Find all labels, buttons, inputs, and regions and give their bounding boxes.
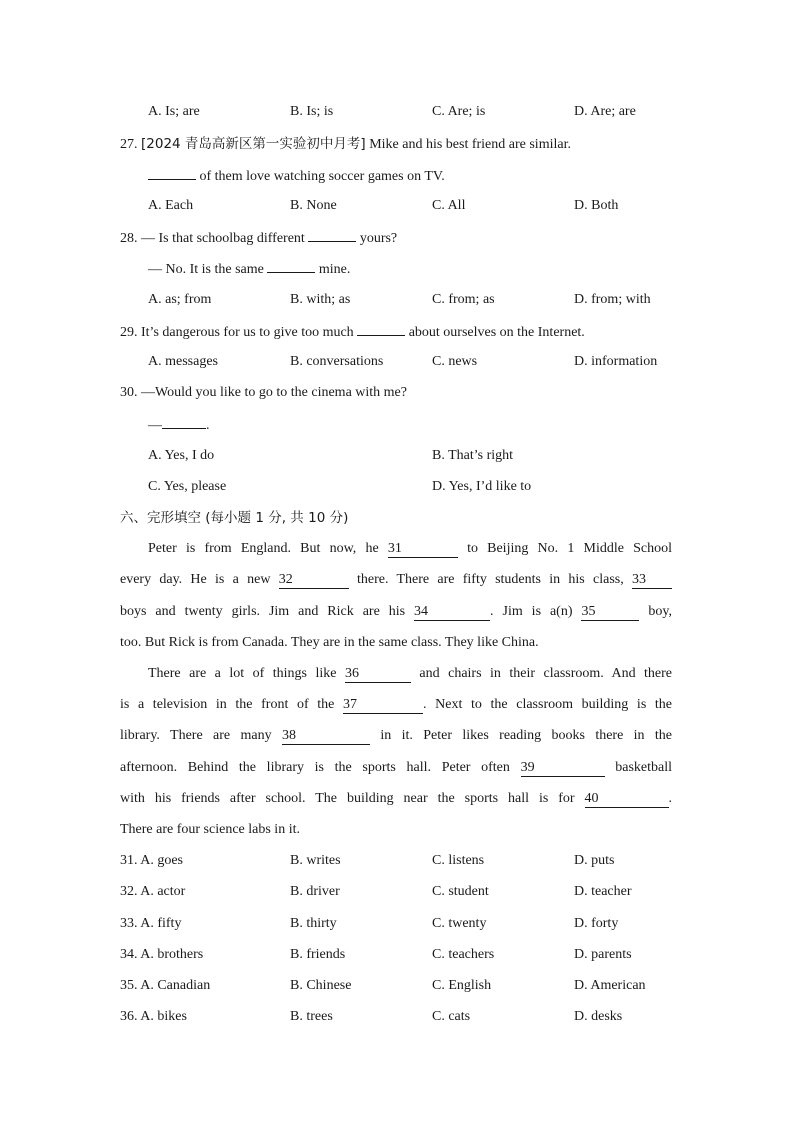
cloze-blank-36[interactable]: 36: [345, 665, 411, 683]
q30-options-row1: [0, 445, 794, 467]
q30-option-c[interactable]: C. Yes, please: [148, 479, 227, 494]
passage-text: and chairs in their classroom. And there: [419, 666, 673, 681]
answer-row-31: [0, 850, 794, 872]
answer-option-c[interactable]: C. English: [432, 978, 492, 993]
passage-text: There are four science labs in it.: [120, 822, 300, 837]
passage-line: [0, 725, 794, 747]
passage-text: . Jim is a(n): [490, 604, 573, 619]
answer-option-b[interactable]: B. writes: [290, 853, 341, 868]
passage-text: library. There are many: [120, 728, 272, 743]
q27-option-b[interactable]: B. None: [290, 198, 337, 213]
question-source: [2024 青岛高新区第一实验初中月考]: [141, 136, 366, 152]
q30-option-a[interactable]: A. Yes, I do: [148, 448, 215, 463]
answer-option-b[interactable]: B. Chinese: [290, 978, 352, 993]
cloze-blank-38[interactable]: 38: [282, 727, 370, 745]
answer-option-a[interactable]: 35. A. Canadian: [120, 978, 211, 993]
passage-line: [0, 569, 794, 591]
answer-option-b[interactable]: B. friends: [290, 947, 346, 962]
q27-options: [0, 195, 794, 217]
q28-option-b[interactable]: B. with; as: [290, 292, 351, 307]
answer-option-d[interactable]: D. forty: [574, 916, 619, 931]
q30-option-b[interactable]: B. That’s right: [432, 448, 514, 463]
question-number: 28.: [120, 231, 138, 246]
passage-text: There are a lot of things like: [148, 666, 337, 681]
answer-option-a[interactable]: 31. A. goes: [120, 853, 184, 868]
q27-stem: [0, 133, 794, 155]
q27-option-c[interactable]: C. All: [432, 198, 466, 213]
answer-blank: [162, 413, 206, 429]
passage-text: afternoon. Behind the library is the sports hall. Peter often: [120, 760, 510, 775]
dash: —: [148, 418, 162, 433]
answer-row-34: [0, 944, 794, 966]
question-text: of them love watching soccer games on TV.: [199, 169, 445, 184]
q28-option-a[interactable]: A. as; from: [148, 292, 212, 307]
q28-option-d[interactable]: D. from; with: [574, 292, 651, 307]
passage-text: .: [668, 791, 673, 806]
cloze-blank-32[interactable]: 32: [279, 571, 349, 589]
q26-options: [0, 101, 794, 123]
question-text: —Would you like to go to the cinema with me?: [141, 385, 407, 400]
question-text: mine.: [318, 262, 351, 277]
q29-option-d[interactable]: D. information: [574, 354, 658, 369]
cloze-blank-31[interactable]: 31: [388, 540, 458, 558]
answer-option-d[interactable]: D. desks: [574, 1009, 623, 1024]
question-number: 30.: [120, 385, 138, 400]
passage-text: . Next to the classroom building is the: [423, 697, 673, 712]
passage-text: too. But Rick is from Canada. They are in the same class. They like China.: [120, 635, 539, 650]
answer-option-d[interactable]: D. parents: [574, 947, 632, 962]
question-text: — No. It is the same: [148, 262, 264, 277]
question-text: about ourselves on the Internet.: [408, 325, 585, 340]
answer-blank: [267, 257, 315, 273]
passage-text: Peter is from England. But now, he: [148, 541, 379, 556]
question-text: yours?: [359, 231, 398, 246]
answer-row-36: [0, 1006, 794, 1028]
answer-option-c[interactable]: C. listens: [432, 853, 485, 868]
cloze-blank-34[interactable]: 34: [414, 603, 490, 621]
passage-text: every day. He is a new: [120, 572, 271, 587]
passage-text: boys and twenty girls. Jim and Rick are his: [120, 604, 406, 619]
question-text: — Is that schoolbag different: [141, 231, 305, 246]
q28-options: [0, 289, 794, 311]
section-title: 六、完形填空 (每小题 1 分, 共 10 分): [120, 510, 349, 526]
passage-line: [0, 788, 794, 810]
answer-row-35: [0, 975, 794, 997]
answer-row-32: [0, 881, 794, 903]
passage-text: boy,: [648, 604, 673, 619]
answer-option-a[interactable]: 33. A. fifty: [120, 916, 182, 931]
q30-line1: [0, 382, 794, 404]
q27-stem-line2: [0, 164, 794, 186]
answer-option-b[interactable]: B. thirty: [290, 916, 337, 931]
question-number: 27.: [120, 137, 138, 152]
q29-option-c[interactable]: C. news: [432, 354, 478, 369]
passage-line: [0, 694, 794, 716]
answer-option-c[interactable]: C. teachers: [432, 947, 495, 962]
section-heading: [0, 507, 794, 529]
answer-blank: [308, 226, 356, 242]
q28-line1: [0, 226, 794, 248]
q26-option-b[interactable]: B. Is; is: [290, 104, 334, 119]
q27-option-a[interactable]: A. Each: [148, 198, 194, 213]
answer-option-d[interactable]: D. puts: [574, 853, 615, 868]
q26-option-d[interactable]: D. Are; are: [574, 104, 636, 119]
cloze-blank-39[interactable]: 39: [521, 759, 605, 777]
passage-text: there. There are fifty students in his class,: [356, 572, 624, 587]
q27-option-d[interactable]: D. Both: [574, 198, 619, 213]
question-text: It’s dangerous for us to give too much: [141, 325, 354, 340]
q28-option-c[interactable]: C. from; as: [432, 292, 495, 307]
cloze-blank-33[interactable]: 33: [632, 571, 672, 589]
q29-option-b[interactable]: B. conversations: [290, 354, 384, 369]
answer-row-33: [0, 913, 794, 935]
q29-stem: [0, 320, 794, 342]
q29-options: [0, 351, 794, 373]
question-text: Mike and his best friend are similar.: [369, 137, 571, 152]
answer-option-c[interactable]: C. cats: [432, 1009, 471, 1024]
passage-line: [0, 819, 794, 841]
passage-line: [0, 663, 794, 685]
passage-text: to Beijing No. 1 Middle School: [467, 541, 673, 556]
q28-line2: [0, 257, 794, 279]
period: .: [206, 418, 210, 433]
passage-text: basketball: [615, 760, 673, 775]
answer-option-c[interactable]: C. student: [432, 884, 489, 899]
passage-text: in it. Peter likes reading books there in the: [380, 728, 673, 743]
answer-option-d[interactable]: D. American: [574, 978, 646, 993]
cloze-blank-35[interactable]: 35: [581, 603, 639, 621]
cloze-blank-40[interactable]: 40: [585, 790, 669, 808]
answer-option-d[interactable]: D. teacher: [574, 884, 632, 899]
answer-option-a[interactable]: 36. A. bikes: [120, 1009, 187, 1024]
q26-option-c[interactable]: C. Are; is: [432, 104, 486, 119]
answer-blank: [357, 320, 405, 336]
answer-option-a[interactable]: 32. A. actor: [120, 884, 186, 899]
q29-option-a[interactable]: A. messages: [148, 354, 218, 369]
question-number: 29.: [120, 325, 138, 340]
passage-line: [0, 757, 794, 779]
answer-option-c[interactable]: C. twenty: [432, 916, 487, 931]
q30-line2: [0, 413, 794, 435]
passage-line: [0, 538, 794, 560]
answer-blank: [148, 164, 196, 180]
answer-option-b[interactable]: B. driver: [290, 884, 340, 899]
passage-line: [0, 632, 794, 654]
q30-options-row2: [0, 476, 794, 498]
q26-option-a[interactable]: A. Is; are: [148, 104, 200, 119]
passage-text: is a television in the front of the: [120, 697, 335, 712]
answer-option-b[interactable]: B. trees: [290, 1009, 333, 1024]
passage-text: with his friends after school. The building near the sports hall is for: [120, 791, 575, 806]
answer-option-a[interactable]: 34. A. brothers: [120, 947, 204, 962]
q30-option-d[interactable]: D. Yes, I’d like to: [432, 479, 532, 494]
cloze-blank-37[interactable]: 37: [343, 696, 423, 714]
passage-line: [0, 601, 794, 623]
